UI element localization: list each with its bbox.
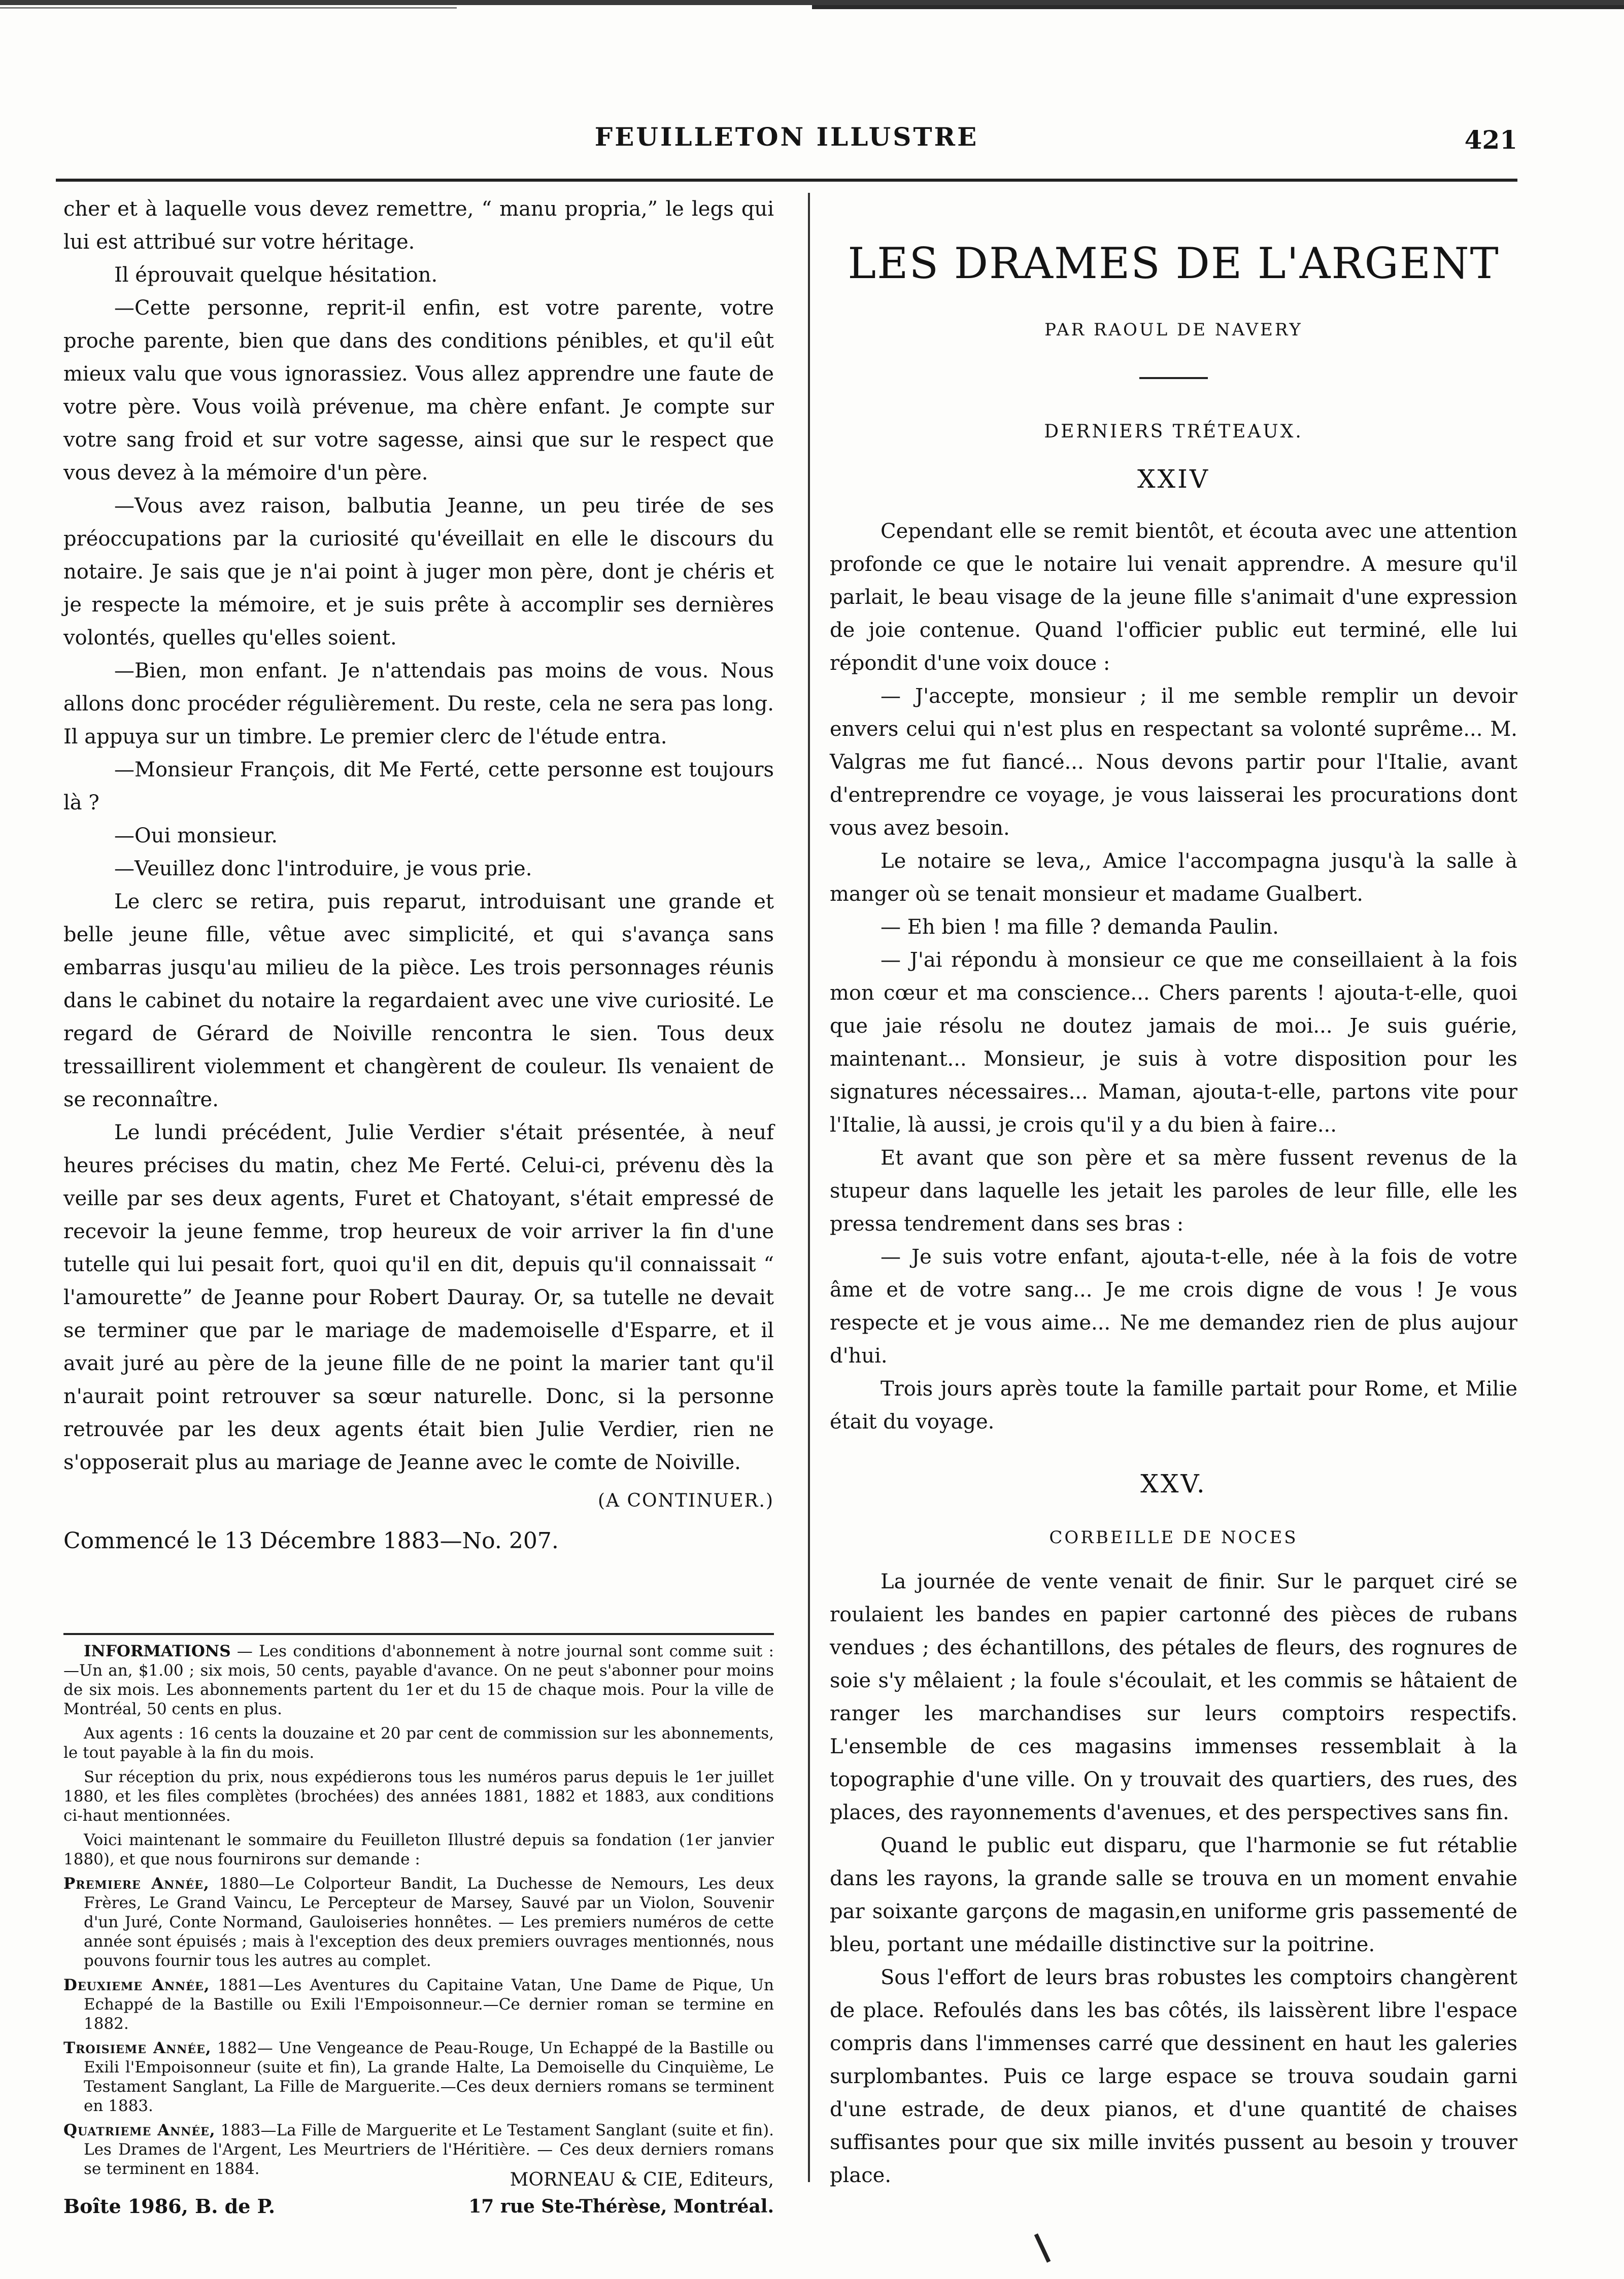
paragraph: —Bien, mon enfant. Je n'attendais pas moins de vous. Nous allons donc procéder régulièrement. Du reste, cela ne sera pas long. Il appuya sur un timbre. Le premier clerc de l'étude entra. bbox=[63, 659, 774, 749]
info-reception: Sur réception du prix, nous expédierons tous les numéros parus depuis le 1er juillet 1880, et les files complètes (brochées) des années 1881, 1882 et 1883, aux conditions ci-haut mentionnées. bbox=[63, 1768, 774, 1825]
paragraph: Trois jours après toute la famille partait pour Rome, et Milie était du voyage. bbox=[830, 1377, 1517, 1434]
paragraph: — Eh bien ! ma fille ? demanda Paulin. bbox=[881, 915, 1279, 939]
info-rule bbox=[63, 1633, 774, 1635]
info-summary-intro: Voici maintenant le sommaire du Feuilleton Illustré depuis sa fondation (1er janvier 1880), et que nous fournirons sur demande : bbox=[63, 1831, 774, 1868]
top-edge-rule bbox=[0, 0, 1624, 15]
paragraph: —Monsieur François, dit Me Ferté, cette personne est toujours là ? bbox=[63, 758, 774, 814]
paragraph: Il éprouvait quelque hésitation. bbox=[114, 263, 438, 287]
year-text: 1880—Le Colporteur Bandit, La Duchesse de Nemours, Les deux Frères, Le Grand Vaincu, Le Percepteur de Marsey, Sauvé par un Violon, Souvenir d'un Juré, Conte Normand, Gauloiseries honnêtes. — Les premiers numéros de cette année sont épuisés ; mais à l'exception des deux premiers ouvrages mentionnés, nous pouvons fournir tous les autres au complet. bbox=[84, 1875, 774, 1970]
chapter-number: XXIV bbox=[1137, 464, 1210, 494]
information-box bbox=[63, 1642, 774, 2184]
title-rule bbox=[1139, 377, 1208, 379]
paragraph: Et avant que son père et sa mère fussent revenus de la stupeur dans laquelle les jetait les paroles de leur fille, elle les pressa tendrement dans ses bras : bbox=[830, 1146, 1517, 1236]
paragraph: Sous l'effort de leurs bras robustes les comptoirs changèrent de place. Refoulés dans les bas côtés, ils laissèrent libre l'espace compris dans l'immenses carré que dessinent en haut les galeries surplombantes. Puis ce large espace se trouva soudain garni d'une estrade, de deux pianos, et d'une quantité de chaises suffisantes pour que six mille invités pussent au besoin y trouver place. bbox=[830, 1966, 1517, 2187]
section-title: DERNIERS TRÉTEAUX. bbox=[1044, 421, 1303, 442]
to-be-continued: (A CONTINUER.) bbox=[598, 1490, 774, 1511]
ink-mark bbox=[1034, 2233, 1051, 2263]
publisher-name: MORNEAU & CIE, Editeurs, bbox=[510, 2169, 774, 2190]
paragraph: Le lundi précédent, Julie Verdier s'était présentée, à neuf heures précises du matin, chez Me Ferté. Celui-ci, prévenu dès la veille par ses deux agents, Furet et Chatoyant, s'était empressé de recevoir la jeune femme, trop heureux de voir arriver la fin d'une tutelle qui lui pesait fort, quoi qu'il en dit, depuis qu'il connaissait “ l'amourette” de Jeanne pour Robert Dauray. Or, sa tutelle ne devait se terminer que par le mariage de mademoiselle d'Esparre, et il avait juré au père de la jeune fille de ne point la marier tant qu'il n'aurait point retrouver sa sœur naturelle. Donc, si la personne retrouvée par les deux agents était bien Julie Verdier, rien ne s'opposerait plus au mariage de Jeanne avec le comte de Noiville. bbox=[63, 1121, 774, 1474]
year-entry bbox=[63, 2038, 774, 2116]
paragraph: Le notaire se leva,, Amice l'accompagna jusqu'à la salle à manger où se tenait monsieur et madame Gualbert. bbox=[830, 849, 1517, 906]
year-label: Quatrieme Année, bbox=[63, 2121, 216, 2139]
paragraph: Le clerc se retira, puis reparut, introduisant une grande et belle jeune fille, vêtue avec simplicité, et qui s'avança sans embarras jusqu'au milieu de la pièce. Les trois personnages réunis dans le cabinet du notaire la regardaient avec une vive curiosité. Le regard de Gérard de Noiville rencontra le sien. Tous deux tressaillirent violemment et changèrent de couleur. Ils venaient de se reconnaître. bbox=[63, 890, 774, 1111]
year-label: Troisieme Année, bbox=[63, 2039, 212, 2057]
year-entry bbox=[63, 1976, 774, 2033]
chapter-xxiv-text bbox=[830, 515, 1517, 1439]
page-number: 421 bbox=[1464, 125, 1517, 155]
story-title: LES DRAMES DE L'ARGENT bbox=[848, 239, 1500, 288]
info-label: INFORMATIONS bbox=[84, 1642, 231, 1660]
paragraph: La journée de vente venait de finir. Sur le parquet ciré se roulaient les bandes en papier cartonné des pièces de rubans vendues ; des échantillons, des pétales de fleurs, des rognures de soie s'y mêlaient ; la foule s'écoulait, et les commis se hâtaient de ranger les marchandises sur leurs comptoirs respectifs. L'ensemble de ces magasins immenses ressemblait à la topographie d'une ville. On y trouvait des quartiers, des rues, des places, des rayonnements d'avenues, et des perspectives sans fin. bbox=[830, 1570, 1517, 1824]
paragraph: — Je suis votre enfant, ajouta-t-elle, née à la fois de votre âme et de votre sang... Je me crois digne de vous ! Je vous respecte et je vous aime... Ne me demandez rien de plus aujour d'hui. bbox=[830, 1245, 1517, 1368]
info-text: — Les conditions d'abonnement à notre journal sont comme suit :—Un an, $1.00 ; six mois, 50 cents, payable d'avance. On ne peut s'abonner pour moins de six mois. Les abonnements partent du 1er et du 15 de chaque mois. Pour la ville de Montréal, 50 cents en plus. bbox=[63, 1642, 774, 1718]
post-box: Boîte 1986, B. de P. bbox=[63, 2195, 276, 2218]
paragraph: — J'ai répondu à monsieur ce que me conseillaient à la fois mon cœur et ma conscience... Chers parents ! ajouta-t-elle, quoi que jaie résolu ne doutez jamais de moi... Je suis guérie, maintenant... Monsieur, je suis à votre disposition pour les signatures nécessaires... Maman, ajouta-t-elle, partons vite pour l'Italie, là aussi, je crois qu'il y a du bien à faire... bbox=[830, 948, 1517, 1137]
year-text: 1882— Une Vengeance de Peau-Rouge, Un Echappé de la Bastille ou Exili l'Empoisonneur (suite et fin), La grande Halte, La Demoiselle du Cinquième, Le Testament Sanglant, La Fille de Marguerite.—Ces deux derniers romans se terminent en 1883. bbox=[84, 2039, 774, 2115]
paragraph: Quand le public eut disparu, que l'harmonie se fut rétablie dans les rayons, la grande salle se trouva en un moment envahie par soixante garçons de magasin,en uniforme gris passementé de bleu, portant une médaille distinctive sur la poitrine. bbox=[830, 1834, 1517, 1956]
chapter-number: XXV. bbox=[1140, 1469, 1207, 1499]
publisher-address: 17 rue Ste-Thérèse, Montréal. bbox=[468, 2196, 774, 2217]
info-agents: Aux agents : 16 cents la douzaine et 20 par cent de commission sur les abonnements, le tout payable à la fin du mois. bbox=[63, 1724, 774, 1762]
paragraph: —Oui monsieur. bbox=[114, 824, 278, 847]
year-text: 1883—La Fille de Marguerite et Le Testament Sanglant (suite et fin). Les Drames de l'Argent, Les Meurtriers de l'Héritière. — Ces deux derniers romans se terminent en 1884. bbox=[84, 2121, 774, 2178]
running-header bbox=[56, 122, 1517, 157]
publisher-block bbox=[63, 2167, 774, 2228]
commenced-note: Commencé le 13 Décembre 1883—No. 207. bbox=[63, 1528, 559, 1554]
chapter-subtitle: CORBEILLE DE NOCES bbox=[1049, 1527, 1298, 1548]
paragraph: cher et à laquelle vous devez remettre, “ manu propria,” le legs qui lui est attribué sur votre héritage. bbox=[63, 197, 774, 254]
chapter-xxv-text bbox=[830, 1566, 1517, 2192]
publisher-info bbox=[468, 2167, 774, 2220]
running-title: FEUILLETON ILLUSTRE bbox=[594, 122, 979, 152]
paragraph: — J'accepte, monsieur ; il me semble remplir un devoir envers celui qui n'est plus en respectant sa volonté suprême... M. Valgras me fut fiancé... Nous devons partir pour l'Italie, avant d'entreprendre ce voyage, je vous laisserai les procurations dont vous avez besoin. bbox=[830, 685, 1517, 840]
paragraph: Cependant elle se remit bientôt, et écouta avec une attention profonde ce que le notaire lui venait apprendre. A mesure qu'il parlait, le beau visage de la jeune fille s'animait d'une expression de joie contenue. Quand l'officier public eut terminé, elle lui répondit d'une voix douce : bbox=[830, 520, 1517, 675]
story-byline: PAR RAOUL DE NAVERY bbox=[1044, 320, 1303, 340]
info-subscription bbox=[63, 1642, 774, 1719]
paragraph: —Vous avez raison, balbutia Jeanne, un peu tirée de ses préoccupations par la curiosité qu'éveillait en elle le discours du notaire. Je sais que je n'ai point à juger mon père, dont je chéris et je respecte la mémoire, et je suis prête à accomplir ses dernières volontés, quelles qu'elles soient. bbox=[63, 494, 774, 650]
year-label: Premiere Année, bbox=[63, 1875, 210, 1893]
year-label: Deuxieme Année, bbox=[63, 1976, 210, 1994]
year-entry bbox=[63, 1874, 774, 1970]
paragraph: —Cette personne, reprit-il enfin, est votre parente, votre proche parente, bien que dans des conditions pénibles, et qu'il eût mieux valu que vous ignorassiez. Vous allez apprendre une faute de votre père. Vous voilà prévenue, ma chère enfant. Je compte sur votre sang froid et sur votre sagesse, ainsi que sur le respect que vous devez à la mémoire d'un père. bbox=[63, 296, 774, 485]
paragraph: —Veuillez donc l'introduire, je vous prie. bbox=[114, 857, 532, 880]
header-rule bbox=[56, 179, 1517, 182]
year-text: 1881—Les Aventures du Capitaine Vatan, Une Dame de Pique, Un Echappé de la Bastille ou Exili l'Empoisonneur.—Ce dernier roman se termine en 1882. bbox=[84, 1976, 774, 2033]
left-column bbox=[63, 193, 774, 1557]
column-divider bbox=[808, 193, 810, 2182]
